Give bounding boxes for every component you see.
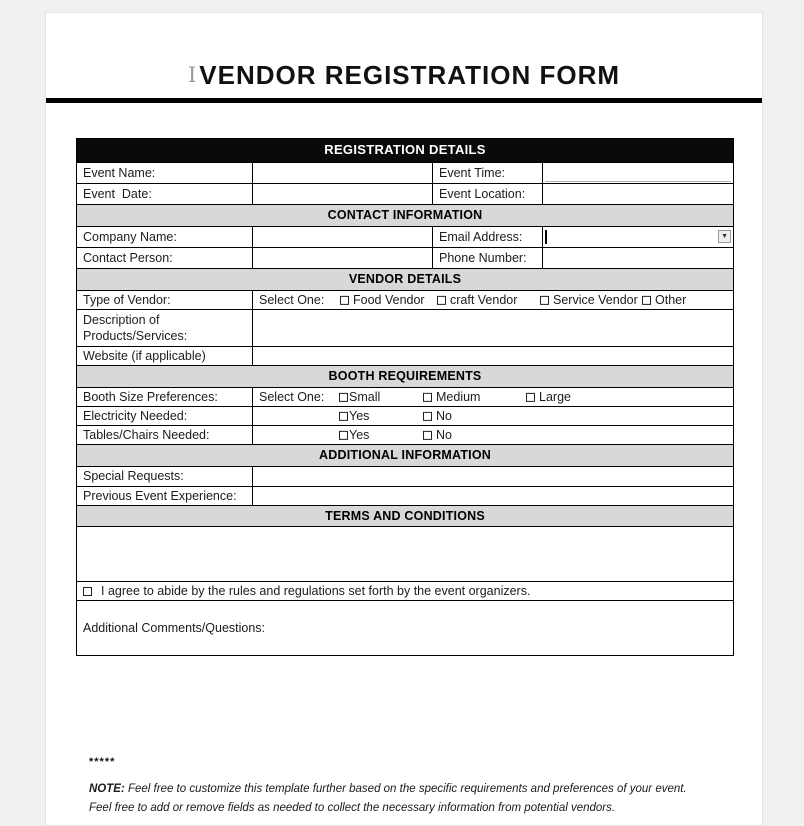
event-time-label: Event Time: [433,162,543,183]
previous-experience-field[interactable] [253,486,734,505]
document-page[interactable] [45,12,763,826]
agree-text: I agree to abide by the rules and regulations set forth by the event organizers. [101,584,531,599]
page-title: VENDOR REGISTRATION FORM [199,60,621,90]
phone-number-field[interactable] [543,247,734,268]
website-label: Website (if applicable) [77,347,253,366]
section-header-additional-information: ADDITIONAL INFORMATION [77,445,734,466]
checkbox-food-vendor[interactable] [340,296,349,305]
tables-chairs-field[interactable] [253,426,734,445]
terms-text-field[interactable] [77,527,734,582]
event-location-label: Event Location: [433,183,543,204]
email-address-field[interactable] [543,226,734,247]
section-header-registration-details: REGISTRATION DETAILS [77,139,734,163]
autofill-dropdown-button[interactable]: ▼ [718,230,731,243]
section-header-vendor-details: VENDOR DETAILS [77,268,734,290]
option-service-vendor[interactable]: Service Vendor [540,292,638,308]
checkbox-tables-no[interactable] [423,431,432,440]
company-name-field[interactable] [253,226,433,247]
checkbox-small[interactable] [339,393,348,402]
note-label: NOTE: [89,783,125,796]
event-name-field[interactable] [253,162,433,183]
event-time-field[interactable] [543,162,734,183]
electricity-label: Electricity Needed: [77,406,253,425]
event-date-label: Event Date: [77,183,253,204]
type-of-vendor-field[interactable] [253,290,734,309]
contact-person-label: Contact Person: [77,247,253,268]
email-address-label: Email Address: [433,226,543,247]
note-body: Feel free to customize this template further based on the specific requirements and preferences of your event. Feel free to add or remove fields as needed to collect the necessary information from potential vendors. [89,783,687,815]
section-header-contact-information: CONTACT INFORMATION [77,204,734,226]
booth-size-field[interactable] [253,387,734,406]
contact-person-field[interactable] [253,247,433,268]
special-requests-label: Special Requests: [77,466,253,486]
section-header-booth-requirements: BOOTH REQUIREMENTS [77,366,734,387]
select-one-label: Select One: [259,292,325,307]
company-name-label: Company Name: [77,226,253,247]
checkbox-agree[interactable] [83,587,92,596]
option-electricity-yes[interactable]: Yes [339,408,369,424]
footnote-text [89,780,711,818]
checkbox-electricity-no[interactable] [423,412,432,421]
special-requests-field[interactable] [253,466,734,486]
option-food-vendor[interactable]: Food Vendor [340,292,425,308]
comments-label: Additional Comments/Questions: [83,621,266,636]
checkbox-large[interactable] [526,393,535,402]
description-field[interactable] [253,310,734,347]
event-date-field[interactable] [253,183,433,204]
booth-size-label: Booth Size Preferences: [77,387,253,406]
tables-chairs-label: Tables/Chairs Needed: [77,426,253,445]
option-tables-yes[interactable]: Yes [339,427,369,443]
option-electricity-no[interactable]: No [423,408,452,424]
agree-row[interactable] [77,582,734,601]
checkbox-other-vendor[interactable] [642,296,651,305]
option-large[interactable]: Large [526,389,571,405]
registration-form-table [76,138,734,656]
option-medium[interactable]: Medium [423,389,480,405]
event-location-field[interactable] [543,183,734,204]
select-one-label: Select One: [259,389,325,404]
footer-note-block [89,756,762,818]
checkbox-tables-yes[interactable] [339,431,348,440]
checkbox-service-vendor[interactable] [540,296,549,305]
previous-experience-label: Previous Event Experience: [77,486,253,505]
checkbox-medium[interactable] [423,393,432,402]
event-time-underline [545,181,731,182]
website-field[interactable] [253,347,734,366]
title-divider [46,98,762,103]
footnote-stars: ***** [89,756,116,769]
comments-field[interactable] [77,601,734,656]
title-row [46,59,762,91]
phone-number-label: Phone Number: [433,247,543,268]
type-of-vendor-label: Type of Vendor: [77,290,253,309]
section-header-terms-and-conditions: TERMS AND CONDITIONS [77,505,734,526]
checkbox-craft-vendor[interactable] [437,296,446,305]
option-tables-no[interactable]: No [423,427,452,443]
option-other-vendor[interactable]: Other [642,292,686,308]
event-name-label: Event Name: [77,162,253,183]
option-craft-vendor[interactable]: craft Vendor [437,292,517,308]
text-cursor-icon: I [187,62,197,87]
electricity-field[interactable] [253,406,734,425]
option-small[interactable]: Small [339,389,380,405]
text-insertion-caret [545,230,547,244]
checkbox-electricity-yes[interactable] [339,412,348,421]
description-label: Description of Products/Services: [77,310,253,347]
